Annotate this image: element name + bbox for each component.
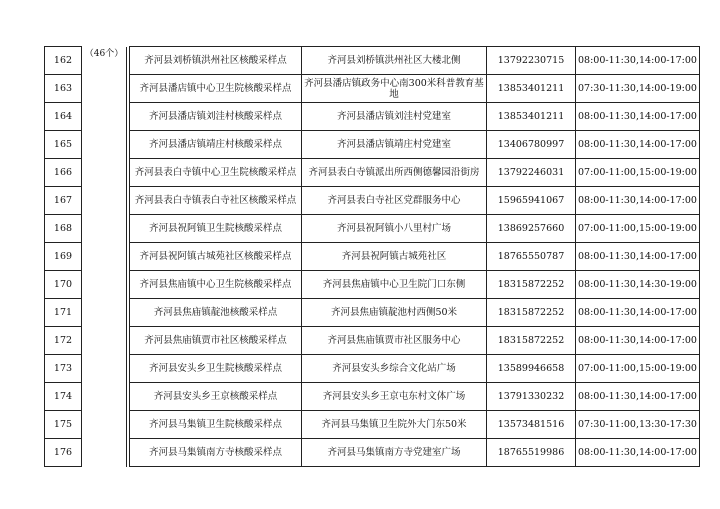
row-number: 164 xyxy=(45,103,82,131)
row-number: 176 xyxy=(45,439,82,467)
row-number: 165 xyxy=(45,131,82,159)
site-address: 齐河县祝阿镇古城苑社区 xyxy=(302,243,487,271)
service-hours: 08:00-11:30,14:00-17:00 xyxy=(576,383,700,411)
site-address: 齐河县潘店镇政务中心南300米科普教育基地 xyxy=(302,75,487,103)
site-name: 齐河县祝阿镇古城苑社区核酸采样点 xyxy=(130,243,302,271)
contact-phone: 13573481516 xyxy=(487,411,576,439)
site-name: 齐河县马集镇卫生院核酸采样点 xyxy=(130,411,302,439)
site-name: 齐河县焦庙镇靛池核酸采样点 xyxy=(130,299,302,327)
service-hours: 07:30-11:30,14:00-19:00 xyxy=(576,75,700,103)
row-number: 173 xyxy=(45,355,82,383)
contact-phone: 18315872252 xyxy=(487,299,576,327)
contact-phone: 13792246031 xyxy=(487,159,576,187)
table-row xyxy=(45,131,700,159)
row-number: 163 xyxy=(45,75,82,103)
table-row xyxy=(45,439,700,467)
row-number: 166 xyxy=(45,159,82,187)
site-name: 齐河县潘店镇靖庄村核酸采样点 xyxy=(130,131,302,159)
contact-phone: 13589946658 xyxy=(487,355,576,383)
table-row xyxy=(45,411,700,439)
service-hours: 08:00-11:30,14:00-17:00 xyxy=(576,327,700,355)
site-name: 齐河县马集镇南方寺核酸采样点 xyxy=(130,439,302,467)
contact-phone: 13869257660 xyxy=(487,215,576,243)
table-row xyxy=(45,383,700,411)
contact-phone: 18765519986 xyxy=(487,439,576,467)
row-number: 172 xyxy=(45,327,82,355)
service-hours: 08:00-11:30,14:00-17:00 xyxy=(576,187,700,215)
contact-phone: 18315872252 xyxy=(487,271,576,299)
contact-phone: 13853401211 xyxy=(487,103,576,131)
sampling-sites-table xyxy=(44,46,700,467)
site-name: 齐河县焦庙镇贾市社区核酸采样点 xyxy=(130,327,302,355)
table-row xyxy=(45,159,700,187)
row-number: 174 xyxy=(45,383,82,411)
site-address: 齐河县焦庙镇中心卫生院门口东侧 xyxy=(302,271,487,299)
site-address: 齐河县焦庙镇靛池村西侧50米 xyxy=(302,299,487,327)
site-address: 齐河县潘店镇靖庄村党建室 xyxy=(302,131,487,159)
service-hours: 08:00-11:30,14:00-17:00 xyxy=(576,131,700,159)
site-name: 齐河县潘店镇刘洼村核酸采样点 xyxy=(130,103,302,131)
contact-phone: 13792230715 xyxy=(487,47,576,75)
site-address: 齐河县马集镇卫生院外大门东50米 xyxy=(302,411,487,439)
site-address: 齐河县焦庙镇贾市社区服务中心 xyxy=(302,327,487,355)
row-number: 170 xyxy=(45,271,82,299)
contact-phone: 18315872252 xyxy=(487,327,576,355)
site-name: 齐河县刘桥镇洪州社区核酸采样点 xyxy=(130,47,302,75)
service-hours: 08:00-11:30,14:00-17:00 xyxy=(576,47,700,75)
region-count-label: （46个） xyxy=(82,47,127,467)
site-name: 齐河县表白寺镇表白寺社区核酸采样点 xyxy=(130,187,302,215)
table-row xyxy=(45,243,700,271)
row-number: 167 xyxy=(45,187,82,215)
service-hours: 08:00-11:30,14:30-19:00 xyxy=(576,271,700,299)
table-row xyxy=(45,327,700,355)
row-number: 169 xyxy=(45,243,82,271)
site-name: 齐河县潘店镇中心卫生院核酸采样点 xyxy=(130,75,302,103)
row-number: 175 xyxy=(45,411,82,439)
service-hours: 07:00-11:00,15:00-19:00 xyxy=(576,159,700,187)
table-row xyxy=(45,355,700,383)
contact-phone: 18765550787 xyxy=(487,243,576,271)
site-address: 齐河县表白寺镇派出所西侧德馨园沿街房 xyxy=(302,159,487,187)
site-name: 齐河县安头乡王京核酸采样点 xyxy=(130,383,302,411)
site-address: 齐河县马集镇南方寺党建室广场 xyxy=(302,439,487,467)
table-row xyxy=(45,75,700,103)
site-name: 齐河县安头乡卫生院核酸采样点 xyxy=(130,355,302,383)
service-hours: 08:00-11:30,14:00-17:00 xyxy=(576,439,700,467)
table-row xyxy=(45,187,700,215)
service-hours: 08:00-11:30,14:00-17:00 xyxy=(576,243,700,271)
site-address: 齐河县表白寺社区党群服务中心 xyxy=(302,187,487,215)
row-number: 171 xyxy=(45,299,82,327)
site-name: 齐河县祝阿镇卫生院核酸采样点 xyxy=(130,215,302,243)
table-body xyxy=(45,47,700,467)
site-address: 齐河县祝阿镇小八里村广场 xyxy=(302,215,487,243)
service-hours: 08:00-11:30,14:00-17:00 xyxy=(576,299,700,327)
service-hours: 07:30-11:00,13:30-17:30 xyxy=(576,411,700,439)
contact-phone: 15965941067 xyxy=(487,187,576,215)
row-number: 162 xyxy=(45,47,82,75)
service-hours: 08:00-11:30,14:00-17:00 xyxy=(576,103,700,131)
table-row xyxy=(45,299,700,327)
service-hours: 07:00-11:00,15:00-19:00 xyxy=(576,355,700,383)
site-name: 齐河县焦庙镇中心卫生院核酸采样点 xyxy=(130,271,302,299)
table-row xyxy=(45,103,700,131)
site-address: 齐河县潘店镇刘洼村党建室 xyxy=(302,103,487,131)
contact-phone: 13791330232 xyxy=(487,383,576,411)
site-address: 齐河县安头乡综合文化站广场 xyxy=(302,355,487,383)
table-row xyxy=(45,47,700,75)
site-address: 齐河县刘桥镇洪州社区大楼北侧 xyxy=(302,47,487,75)
row-number: 168 xyxy=(45,215,82,243)
site-name: 齐河县表白寺镇中心卫生院核酸采样点 xyxy=(130,159,302,187)
table-row xyxy=(45,271,700,299)
site-address: 齐河县安头乡王京屯东村文体广场 xyxy=(302,383,487,411)
contact-phone: 13406780997 xyxy=(487,131,576,159)
table-row xyxy=(45,215,700,243)
contact-phone: 13853401211 xyxy=(487,75,576,103)
service-hours: 07:00-11:00,15:00-19:00 xyxy=(576,215,700,243)
